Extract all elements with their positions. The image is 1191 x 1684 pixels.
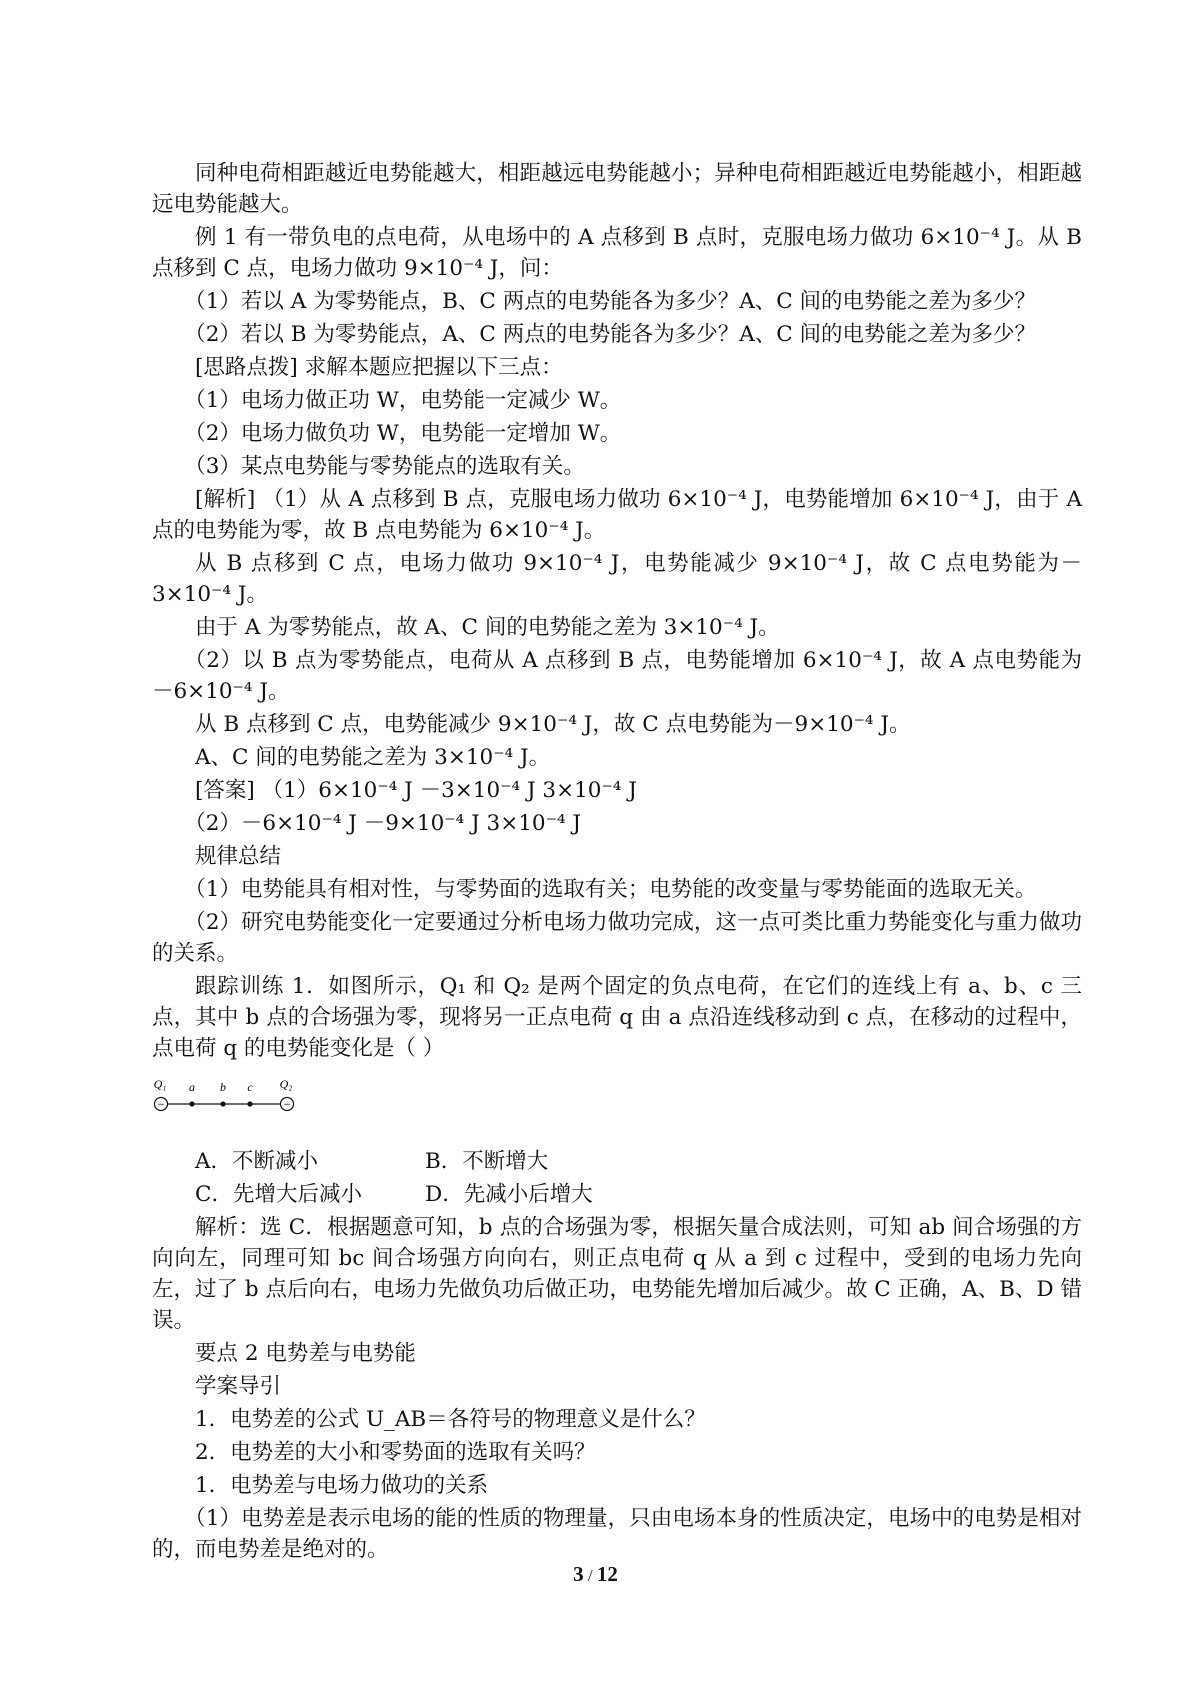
charge-q2-sign: − xyxy=(282,1096,292,1112)
paragraph: 同种电荷相距越近电势能越大，相距越远电势能越小；异种电荷相距越近电势能越小，相距越远电势能越大。 xyxy=(152,161,1082,217)
guide-heading: 学案导引 xyxy=(195,1374,282,1399)
example-1-statement: 例 1 有一带负电的点电荷，从电场中的 A 点移到 B 点时，克服电场力做功 6×10⁻⁴ J。从 B 点移到 C 点，电场力做功 9×10⁻⁴ J，问： xyxy=(152,225,1082,281)
point-a xyxy=(189,1101,194,1106)
point-c xyxy=(247,1101,252,1106)
charge-q1-sign: − xyxy=(156,1096,166,1112)
solution-paragraph: 从 B 点移到 C 点，电场力做功 9×10⁻⁴ J，电势能减少 9×10⁻⁴ J，故 C 点电势能为－3×10⁻⁴ J。 xyxy=(152,551,1082,607)
charges-line-figure xyxy=(152,1066,332,1124)
summary-point-1: （1）电势能具有相对性，与零势面的选取有关；电势能的改变量与零势能面的选取无关。 xyxy=(184,877,1037,902)
answer-line-1: [答案] （1）6×10⁻⁴ J －3×10⁻⁴ J 3×10⁻⁴ J xyxy=(195,778,637,803)
current-page: 3 xyxy=(573,1562,584,1586)
question-2: （2）若以 B 为零势能点，A、C 两点的电势能各为多少？A、C 间的电势能之差为多少？ xyxy=(184,322,1037,347)
hint-heading: [思路点拨] 求解本题应把握以下三点： xyxy=(195,355,563,380)
label-q2: Q₂ xyxy=(279,1077,293,1091)
solution-part-2: （2）以 B 点为零势能点，电荷从 A 点移到 B 点，电势能增加 6×10⁻⁴ J，故 A 点电势能为－6×10⁻⁴ J。 xyxy=(152,648,1082,704)
guide-question-1: 1．电势差的公式 U_AB＝各符号的物理意义是什么？ xyxy=(195,1407,706,1432)
label-a: a xyxy=(189,1080,195,1094)
section-heading: 要点 2 电势差与电势能 xyxy=(195,1341,416,1366)
hint-point-2: （2）电场力做负功 W，电势能一定增加 W。 xyxy=(184,421,622,446)
solution-part-1: [解析] （1）从 A 点移到 B 点，克服电场力做功 6×10⁻⁴ J，电势能增加 6×10⁻⁴ J，由于 A 点的电势能为零，故 B 点电势能为 6×10⁻⁴ J。 xyxy=(152,487,1082,543)
subsection-heading: 1．电势差与电场力做功的关系 xyxy=(195,1473,489,1498)
summary-point-2: （2）研究电势能变化一定要通过分析电场力做功完成，这一点可类比重力势能变化与重力做功的关系。 xyxy=(152,910,1082,966)
hint-point-1: （1）电场力做正功 W，电势能一定减少 W。 xyxy=(184,388,622,413)
options-row xyxy=(152,1179,1082,1210)
option-d: D．先减小后增大 xyxy=(425,1182,593,1207)
paragraph: （1）电势差是表示电场的能的性质的物理量，只由电场本身的性质决定，电场中的电势是相对的，而电势差是绝对的。 xyxy=(152,1506,1082,1562)
label-b: b xyxy=(220,1080,226,1094)
page-number xyxy=(0,1562,1191,1587)
charges-diagram xyxy=(152,1066,1082,1124)
point-b xyxy=(220,1101,225,1106)
total-pages: 12 xyxy=(596,1562,618,1586)
label-q1: Q₁ xyxy=(153,1077,167,1091)
question-1: （1）若以 A 为零势能点，B、C 两点的电势能各为多少？A、C 间的电势能之差为多少？ xyxy=(184,289,1037,314)
answer-line-2: （2）－6×10⁻⁴ J －9×10⁻⁴ J 3×10⁻⁴ J xyxy=(184,811,582,836)
solution-paragraph: A、C 间的电势能之差为 3×10⁻⁴ J。 xyxy=(195,745,551,770)
option-a: A．不断减小 xyxy=(195,1149,319,1174)
page-content xyxy=(152,158,1082,1567)
solution-paragraph: 由于 A 为零势能点，故 A、C 间的电势能之差为 3×10⁻⁴ J。 xyxy=(195,615,780,640)
page-separator: / xyxy=(583,1566,597,1585)
practice-question: 跟踪训练 1．如图所示，Q₁ 和 Q₂ 是两个固定的负点电荷，在它们的连线上有 a、b、c 三点，其中 b 点的合场强为零，现将另一正点电荷 q 由 a 点沿连线移动到 c 点，在移动的过程中，点电荷 q 的电势能变化是（ ） xyxy=(152,974,1082,1061)
option-b: B．不断增大 xyxy=(425,1149,549,1174)
solution-paragraph: 从 B 点移到 C 点，电势能减少 9×10⁻⁴ J，故 C 点电势能为－9×10⁻⁴ J。 xyxy=(195,712,911,737)
option-c: C．先增大后减小 xyxy=(195,1182,362,1207)
label-c: c xyxy=(247,1080,253,1094)
guide-question-2: 2．电势差的大小和零势面的选取有关吗？ xyxy=(195,1440,596,1465)
summary-heading: 规律总结 xyxy=(195,844,282,869)
hint-point-3: （3）某点电势能与零势能点的选取有关。 xyxy=(184,454,585,479)
practice-solution: 解析：选 C．根据题意可知，b 点的合场强为零，根据矢量合成法则，可知 ab 间合场强的方向向左，同理可知 bc 间合场强方向向右，则正点电荷 q 从 a 到 c 过程中，受到的电场力先向左，过了 b 点后向右，电场力先做负功后做正功，电势能先增加后减少。故 C 正确，A、B、D 错误。 xyxy=(152,1215,1082,1333)
options-row xyxy=(152,1146,1082,1177)
